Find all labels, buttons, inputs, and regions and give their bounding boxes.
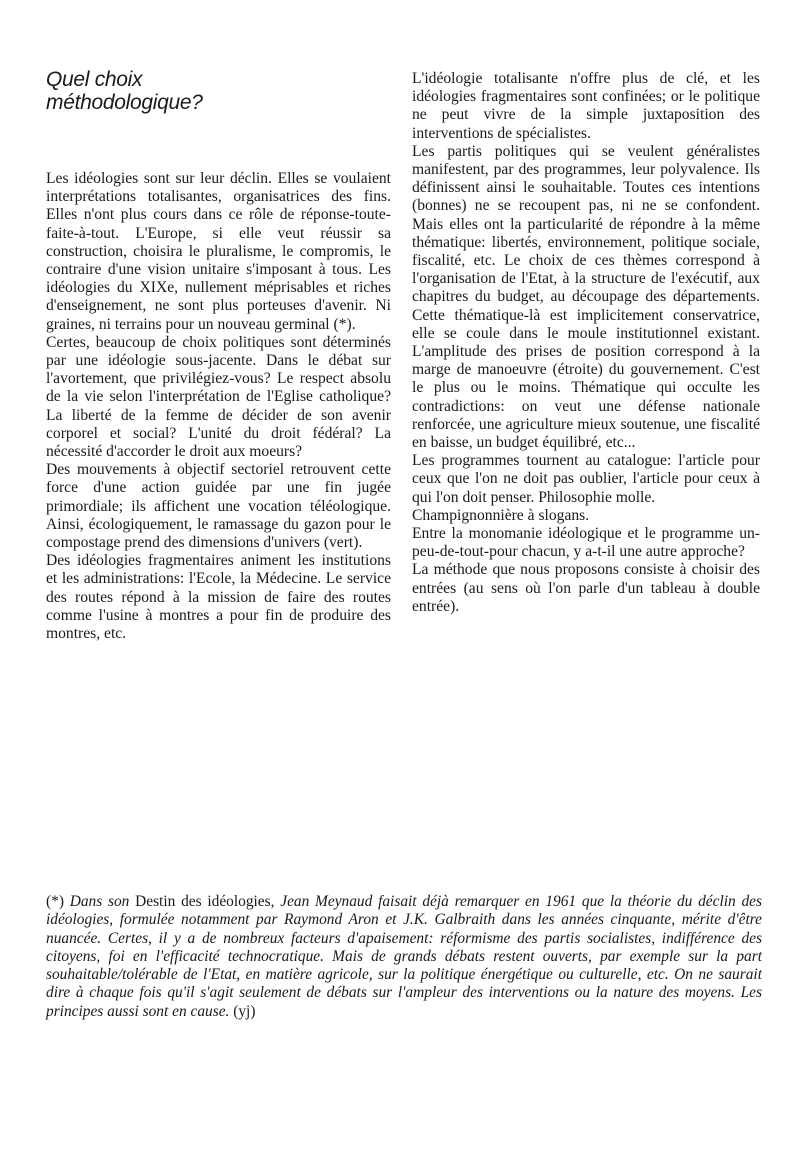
paragraph: Les partis politiques qui se veulent généralistes manifestent, par des programmes, leur polyvalence. Ils définissent ainsi le souhaitable. Toutes ces intentions (bonnes) ne se recoupent pas, ni ne se confondent. Mais elles ont la particularité de répondre à la même thématique: libertés, environnement, politique sociale, fiscalité, etc. Le choix de ces thèmes correspond à l'organisation de l'Etat, à la structure de l'exécutif, aux chapitres du budget, au découpage des départements. Cette thématique-là est implicitement conservatrice, elle se coule dans le moule institutionnel existant. L'amplitude des prises de position correspond à la marge de manoeuvre (étroite) du gouvernement. C'est le plus ou le moins. Thématique qui occulte les contradictions: on veut une défense nationale renforcée, une agriculture mieux soutenue, une fiscalité en baisse, un budget équilibré, etc... [412,142,760,452]
paragraph: Entre la monomanie idéologique et le programme un-peu-de-tout-pour chacun, y a-t-il une autre approche? [412,525,760,561]
footnote-marker: (*) [46,893,70,910]
paragraph: Champignonnière à slogans. [412,506,590,524]
right-column [412,70,760,616]
footnote [46,893,762,1021]
footnote-signature: (yj) [229,1002,256,1020]
paragraph: Des mouvements à objectif sectoriel retrouvent cette force d'une action guidée par une fin jugée primordiale; ils affichent une vocation téléologique. Ainsi, écologiquement, le ramassage du gazon pour le compostage prend des dimensions d'univers (vert). [46,461,391,552]
footnote-intro: Dans son [69,893,136,910]
paragraph: La méthode que nous proposons consiste à choisir des entrées (au sens où l'on parle d'un tableau à double entrée). [412,561,760,615]
paragraph: Les programmes tournent au catalogue: l'article pour ceux que l'on ne doit pas oublier, l'article pour ceux à qui l'on doit penser. Philosophie molle. [412,452,760,506]
heading-line-2: méthodologique? [46,91,203,114]
footnote-body: Jean Meynaud faisait déjà remarquer en 1961 que la théorie du déclin des idéologies, formulée notamment par Raymond Aron et J.K. Galbraith dans les années cinquante, mérite d'être nuancée. Certes, il y a de nombreux facteurs d'apaisement: réformisme des partis socialistes, indifférence des citoyens, foi en l'efficacité technocratique. Mais de grands débats restent ouverts, par exemple sur la part souhaitable/tolérable de l'Etat, en matière agricole, sur la politique énergétique ou culturelle, etc. On ne saurait dire à chaque fois qu'il s'agit seulement de débats sur l'ampleur des interventions ou la nature des moyens. Les principes aussi sont en cause. [46,893,762,1020]
paragraph: Certes, beaucoup de choix politiques sont déterminés par une idéologie sous-jacente. Dans le débat sur l'avortement, que privilégiez-vous? Le respect absolu de la vie selon l'interprétation de l'Eglise catholique? La liberté de la femme de décider de son avenir corporel et social? L'unité du droit fédéral? La nécessité d'accorder le droit aux moeurs? [46,333,391,461]
section-heading [46,68,391,114]
heading-line-1: Quel choix [46,68,143,91]
left-column [46,68,391,643]
paragraph: Les idéologies sont sur leur déclin. Elles se voulaient interprétations totalisantes, organisatrices des fins. Elles n'ont plus cours dans ce rôle de réponse-toute-faite-à-tout. L'Europe, si elle veut réussir sa construction, choisira le pluralisme, le compromis, le contraire d'une vision unitaire s'imposant à tous. Les idéologies du XIXe, nullement méprisables et riches d'enseignement, ne sont plus porteuses d'avenir. Ni graines, ni terrains pour un nouveau germinal (*). [46,170,391,333]
paragraph: Des idéologies fragmentaires animent les institutions et les administrations: l'Ecole, la Médecine. Le service des routes répond à la mission de faire des routes comme l'usine à montres a pour fin de produire des montres, etc. [46,552,391,643]
paragraph: L'idéologie totalisante n'offre plus de clé, et les idéologies fragmentaires sont confinées; or le politique ne peut vivre de la simple juxtaposition des interventions de spécialistes. [412,70,760,142]
footnote-book-title: Destin des idéologies, [135,893,275,910]
